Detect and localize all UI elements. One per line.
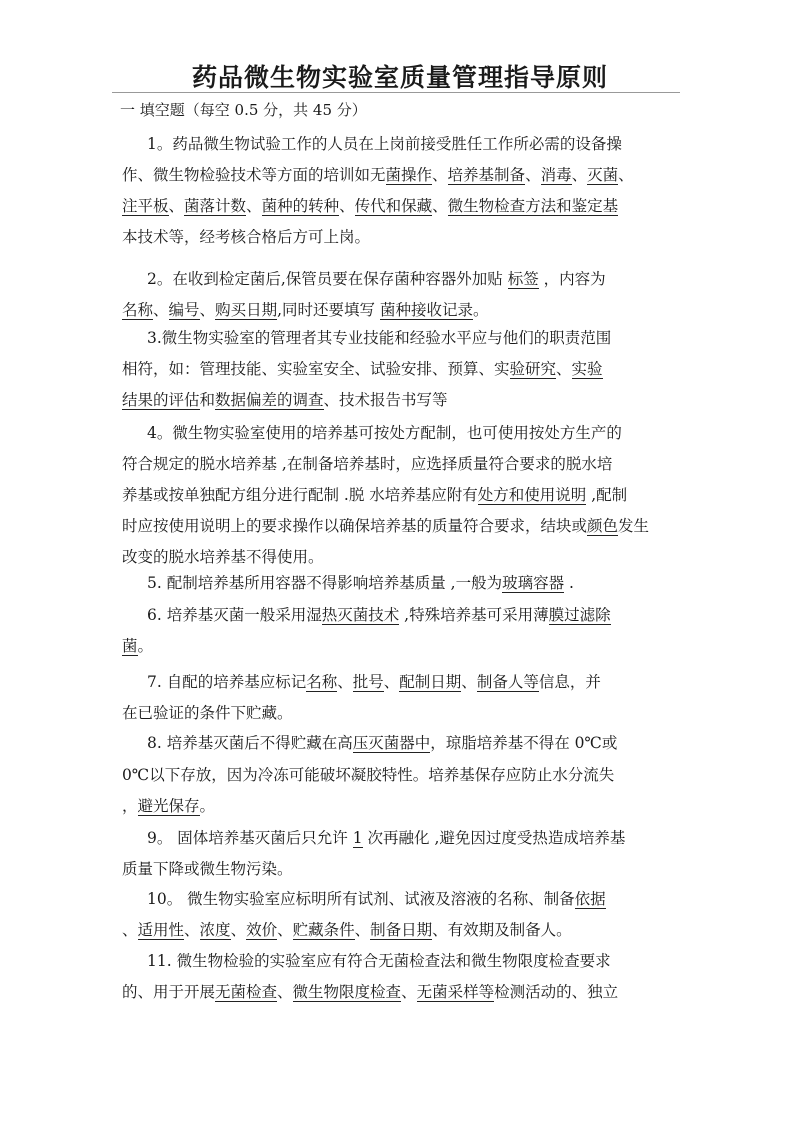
answer-blank: 注平板 [122, 197, 169, 215]
text-line [122, 323, 682, 354]
text-line [122, 295, 682, 326]
text-segment: 。 [199, 797, 216, 815]
text-segment: 时应按使用说明上的要求操作以确保培养基的质量符合要求，结块或 [122, 517, 588, 535]
text-line [122, 915, 682, 946]
answer-blank: 玻璃容器 [502, 574, 565, 592]
text-segment: 6. 培养基灭菌一般采用湿 [147, 606, 322, 624]
text-segment: 检测活动的、独立 [494, 983, 619, 1001]
text-segment: 、 [277, 983, 293, 1001]
text-segment: 、有效期及制备人。 [432, 921, 572, 939]
document-title: 药品微生物实验室质量管理指导原则 [191, 63, 608, 92]
text-segment: 发生 [618, 517, 650, 535]
answer-blank: 菌 [122, 637, 138, 655]
text-segment: 、 [230, 921, 247, 939]
title-divider [112, 92, 680, 93]
answer-blank: 贮藏条件 [292, 921, 355, 939]
question-paragraph [122, 884, 682, 946]
answer-blank: 消毒 [540, 166, 572, 184]
text-segment: 相符，如：管理技能、实验室安全、试验安排、预算、实 [122, 360, 510, 378]
text-line [122, 977, 682, 1008]
question-paragraph [122, 480, 682, 573]
text-segment: 、 [354, 921, 371, 939]
question-paragraph [122, 823, 682, 885]
text-line [122, 760, 682, 791]
text-segment: ， [122, 797, 138, 815]
answer-blank: 名称 [122, 301, 154, 319]
answer-blank: 适用性 [137, 921, 185, 939]
text-segment: 。 [137, 637, 154, 655]
text-segment: 、技术报告书写等 [323, 391, 448, 409]
text-line [122, 385, 682, 416]
text-segment: 、 [337, 673, 353, 691]
question-paragraph [122, 667, 682, 729]
answer-blank: 微生物检查方法和鉴定基 [447, 197, 619, 215]
answer-blank: 无菌检查 [215, 983, 278, 1001]
answer-blank: 效价 [246, 921, 278, 939]
text-segment: 、 [383, 673, 400, 691]
text-segment: 、 [122, 921, 138, 939]
text-segment: 0℃以下存放，因为冷冻可能破坏凝胶特性。培养基保存应防止水分流失 [122, 766, 615, 784]
question-paragraph [122, 264, 682, 326]
answer-blank: 避光保存 [137, 797, 200, 815]
text-segment: ，内容为 [538, 270, 606, 288]
answer-blank: 微生物限度检查 [292, 983, 402, 1001]
question-paragraph [122, 568, 682, 599]
answer-blank: 灭菌 [587, 166, 619, 184]
text-segment: 、 [525, 166, 541, 184]
text-segment: 、 [432, 197, 448, 215]
text-line [122, 823, 682, 854]
answer-blank: 制备人等 [476, 673, 539, 691]
question-paragraph [122, 418, 682, 480]
text-line [122, 449, 682, 480]
question-paragraph [122, 129, 682, 253]
text-line [122, 568, 682, 599]
text-segment: 本技术等，经考核合格后方可上岗。 [122, 228, 371, 246]
text-line [122, 480, 682, 511]
text-segment: 、 [184, 921, 200, 939]
text-segment: 、 [168, 197, 185, 215]
text-line [122, 264, 682, 295]
text-segment: 5. 配制培养基所用容器不得影响培养基质量 ,一般为 [147, 574, 503, 592]
answer-blank: 培养基制备 [447, 166, 526, 184]
text-segment: 质量下降或微生物污染。 [122, 860, 293, 878]
answer-blank: 编号 [168, 301, 200, 319]
text-segment: 、 [571, 166, 588, 184]
text-segment: 改变的脱水培养基不得使用。 [122, 548, 324, 566]
text-segment: 8. 培养基灭菌后不得贮藏在高 [147, 734, 353, 752]
text-segment: 信息，并 [538, 673, 601, 691]
text-segment: 、 [618, 166, 634, 184]
text-segment: 养基或按单独配方组分进行配制 .脱 水培养基应附有 [122, 486, 478, 504]
text-segment: ，琼脂培养基不得在 0℃或 [430, 734, 618, 752]
text-line [122, 667, 682, 698]
text-segment: 、 [153, 301, 169, 319]
answer-blank: 制备日期 [370, 921, 433, 939]
answer-blank: 浓度 [199, 921, 231, 939]
answer-blank: 标签 [507, 270, 539, 288]
answer-blank: 数据偏差的调查 [215, 391, 324, 409]
text-line [122, 129, 682, 160]
text-segment: 11. 微生物检验的实验室应有符合无菌检查法和微生物限度检查要求 [147, 952, 611, 970]
answer-blank: 结果的评估 [122, 391, 200, 409]
text-line [122, 160, 682, 191]
text-segment: 、 [199, 301, 216, 319]
text-segment: 、 [461, 673, 477, 691]
answer-blank: 名称 [306, 673, 338, 691]
text-segment: 2。在收到检定菌后,保管员要在保存菌种容器外加贴 [147, 270, 508, 288]
text-segment: 9。 固体培养基灭菌后只允许 [147, 829, 353, 847]
text-line [122, 191, 682, 222]
text-line [122, 631, 682, 662]
text-segment: 符合规定的脱水培养基 ,在制备培养基时，应选择质量符合要求的脱水培 [122, 455, 613, 473]
text-line [122, 511, 682, 542]
answer-blank: 1 [352, 829, 363, 847]
text-segment: 的、用于开展 [122, 983, 216, 1001]
text-segment: 。 [472, 301, 489, 319]
section-heading: 一 填空题（每空 0.5 分，共 45 分） [120, 101, 367, 119]
question-paragraph [122, 323, 682, 416]
answer-blank: 无菌采样等 [416, 983, 495, 1001]
text-line [122, 354, 682, 385]
text-segment: 、 [432, 166, 448, 184]
text-segment: 作、微生物检验技术等方面的培训如无 [122, 166, 386, 184]
answer-blank: 颜色 [587, 517, 619, 535]
answer-blank: 实验 [571, 360, 603, 378]
text-segment: 次再融化 ,避免因过度受热造成培养基 [362, 829, 626, 847]
answer-blank: 菌种接收记录 [379, 301, 473, 319]
answer-blank: 压灭菌器中 [352, 734, 431, 752]
answer-blank: 批号 [352, 673, 384, 691]
text-segment: 7. 自配的培养基应标记 [147, 673, 307, 691]
answer-blank: 验研究 [509, 360, 557, 378]
text-segment: 10。 微生物实验室应标明所有试剂、试液及溶液的名称、制备 [147, 890, 575, 908]
text-line [122, 791, 682, 822]
question-paragraph [122, 760, 682, 822]
text-segment: 、 [401, 983, 417, 1001]
text-line [122, 946, 682, 977]
text-line [122, 728, 682, 759]
text-segment: 3.微生物实验室的管理者其专业技能和经验水平应与他们的职责范围 [147, 329, 612, 347]
answer-blank: 菌操作 [385, 166, 433, 184]
text-line [122, 222, 682, 253]
text-segment: 4。微生物实验室使用的培养基可按处方配制，也可使用按处方生产的 [147, 424, 622, 442]
question-paragraph [122, 728, 682, 759]
text-line [122, 600, 682, 631]
text-segment: 在已验证的条件下贮藏。 [122, 704, 293, 722]
text-segment: 、 [339, 197, 355, 215]
question-paragraph [122, 946, 682, 1008]
text-line [122, 884, 682, 915]
answer-blank: 热灭菌技术 [321, 606, 400, 624]
text-segment: 1。药品微生物试验工作的人员在上岗前接受胜任工作所必需的设备操 [147, 135, 622, 153]
text-segment: 、 [277, 921, 293, 939]
text-segment: 和 [199, 391, 216, 409]
answer-blank: 菌落计数 [184, 197, 247, 215]
text-segment: ,特殊培养基可采用薄 [399, 606, 549, 624]
text-line [122, 698, 682, 729]
answer-blank: 处方和使用说明 [477, 486, 587, 504]
text-line [122, 854, 682, 885]
answer-blank: 依据 [574, 890, 606, 908]
answer-blank: 传代和保藏 [354, 197, 433, 215]
answer-blank: 菌种的转种 [261, 197, 340, 215]
text-segment: 、 [556, 360, 572, 378]
answer-blank: 配制日期 [399, 673, 462, 691]
text-line [122, 418, 682, 449]
answer-blank: 购买日期 [215, 301, 278, 319]
text-segment: ,同时还要填写 [277, 301, 380, 319]
text-segment: ,配制 [586, 486, 628, 504]
answer-blank: 膜过滤除 [548, 606, 611, 624]
text-segment: 、 [246, 197, 262, 215]
text-segment: . [564, 574, 574, 592]
question-paragraph [122, 600, 682, 662]
